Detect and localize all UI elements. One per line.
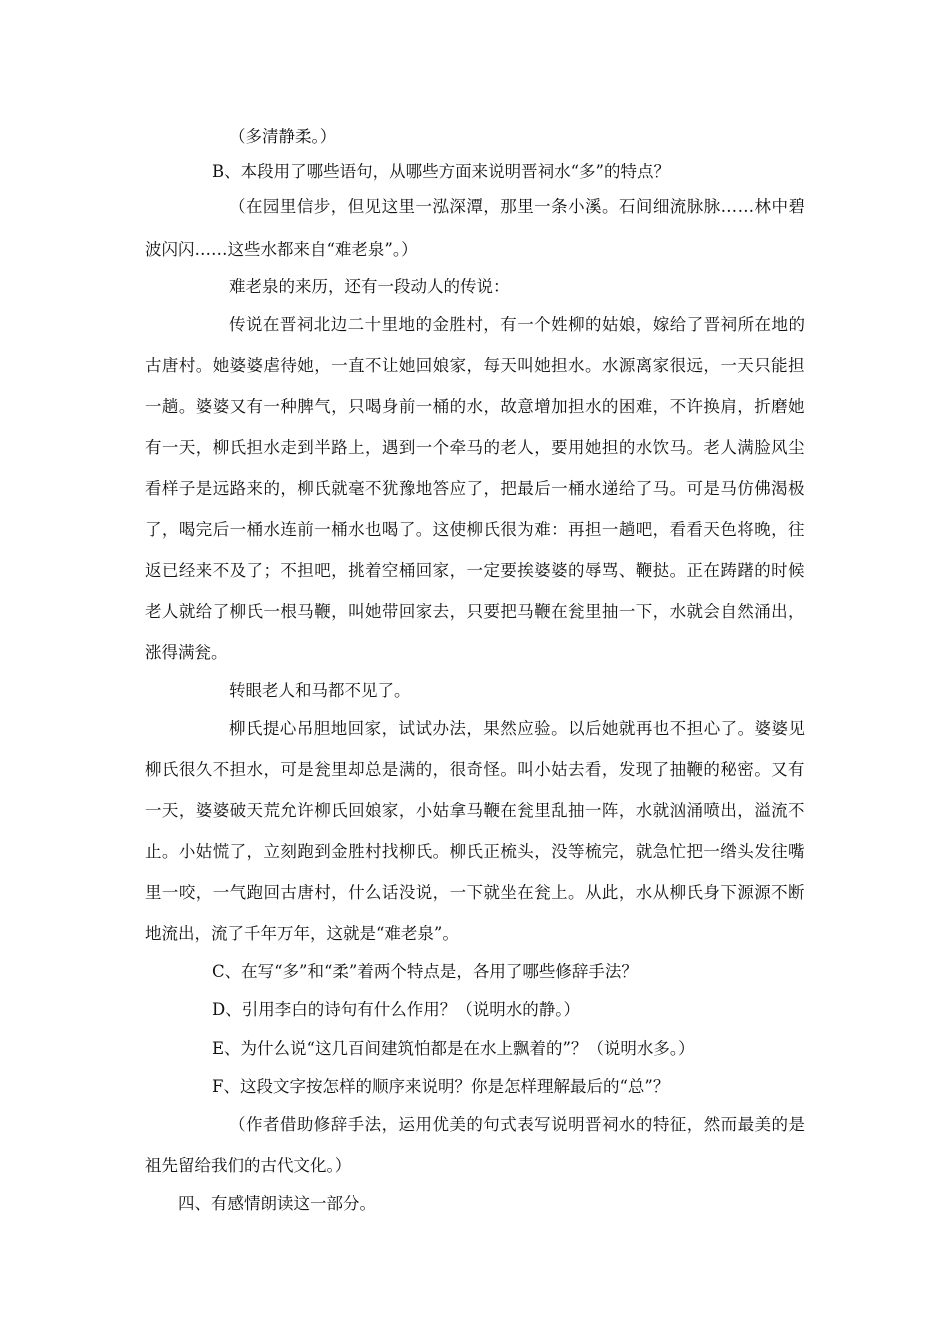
paragraph-line: 止 。 小 姑 慌 了 ， 立 刻 跑 到 金 胜 村 找 柳 氏 。 柳 氏 正 梳 头 ， 没 等 梳 完 ， 就 急 忙 把 一 绺 头 发 往 嘴 [145, 842, 805, 861]
paragraph-line: 一 趟 。 婆 婆 又 有 一 种 脾 气 ， 只 喝 身 前 一 桶 的 水 ， 故 意 增 加 担 水 的 困 难 ， 不 许 换 肩 ， 折 磨 她 [145, 397, 805, 416]
paragraph-line: 转眼老人和马都不见了。 [229, 681, 411, 700]
question-e: E、为什么说“这几百间建筑怕都是在水上飘着的”？（说明水多。） [212, 1039, 695, 1058]
answer-line: （ 在 园 里 信 步 ， 但 见 这 里 一 泓 深 潭 ， 那 里 一 条 小 溪 。 石 间 细 流 脉 脉 … … 林 中 碧 [229, 197, 805, 216]
section-four-heading: 四、有感情朗读这一部分。 [178, 1194, 376, 1213]
question-b: B、本段用了哪些语句，从哪些方面来说明晋祠水“多”的特点？ [212, 162, 670, 181]
answer-line: （多清静柔。） [229, 127, 337, 146]
paragraph-line: 难老泉的来历，还有一段动人的传说： [229, 277, 510, 296]
paragraph-line: 有 一 天 ， 柳 氏 担 水 走 到 半 路 上 ， 遇 到 一 个 牵 马 的 老 人 ， 要 用 她 担 的 水 饮 马 。 老 人 满 脸 风 尘 [145, 438, 805, 457]
question-c: C、在写“多”和“柔”着两个特点是，各用了哪些修辞手法？ [212, 962, 638, 981]
paragraph-line: 地流出，流了千年万年，这就是“难老泉”。 [145, 924, 459, 943]
paragraph-line: 涨得满瓮。 [145, 643, 228, 662]
paragraph-line: 柳 氏 提 心 吊 胆 地 回 家 ， 试 试 办 法 ， 果 然 应 验 。 以 后 她 就 再 也 不 担 心 了 。 婆 婆 见 [229, 719, 805, 738]
paragraph-line: 柳 氏 很 久 不 担 水 ， 可 是 瓮 里 却 总 是 满 的 ， 很 奇 怪 。 叫 小 姑 去 看 ， 发 现 了 抽 鞭 的 秘 密 。 又 有 [145, 760, 805, 779]
paragraph-line: 里 一 咬 ， 一 气 跑 回 古 唐 村 ， 什 么 话 没 说 ， 一 下 就 坐 在 瓮 上 。 从 此 ， 水 从 柳 氏 身 下 源 源 不 断 [145, 883, 805, 902]
paragraph-line: 返 已 经 来 不 及 了 ； 不 担 吧 ， 挑 着 空 桶 回 家 ， 一 定 要 挨 婆 婆 的 辱 骂 、 鞭 挞 。 正 在 踌 躇 的 时 候 [145, 561, 805, 580]
paragraph-line: 了 ， 喝 完 后 一 桶 水 连 前 一 桶 水 也 喝 了 。 这 使 柳 氏 很 为 难 ： 再 担 一 趟 吧 ， 看 看 天 色 将 晚 ， 往 [145, 520, 805, 539]
paragraph-line: 传 说 在 晋 祠 北 边 二 十 里 地 的 金 胜 村 ， 有 一 个 姓 柳 的 姑 娘 ， 嫁 给 了 晋 祠 所 在 地 的 [229, 315, 805, 334]
question-d: D、引用李白的诗句有什么作用？（说明水的静。） [212, 1000, 580, 1019]
answer-line: 祖先留给我们的古代文化。） [145, 1156, 352, 1175]
answer-line: （ 作 者 借 助 修 辞 手 法 ， 运 用 优 美 的 句 式 表 写 说 明 晋 祠 水 的 特 征 ， 然 而 最 美 的 是 [229, 1115, 805, 1134]
paragraph-line: 古 唐 村 。 她 婆 婆 虐 待 她 ， 一 直 不 让 她 回 娘 家 ， 每 天 叫 她 担 水 。 水 源 离 家 很 远 ， 一 天 只 能 担 [145, 356, 805, 375]
paragraph-line: 老 人 就 给 了 柳 氏 一 根 马 鞭 ， 叫 她 带 回 家 去 ， 只 要 把 马 鞭 在 瓮 里 抽 一 下 ， 水 就 会 自 然 涌 出 ， [145, 602, 805, 621]
question-f: F、这段文字按怎样的顺序来说明？你是怎样理解最后的“总”？ [212, 1077, 670, 1096]
paragraph-line: 看 样 子 是 远 路 来 的 ， 柳 氏 就 毫 不 犹 豫 地 答 应 了 ， 把 最 后 一 桶 水 递 给 了 马 。 可 是 马 仿 佛 渴 极 [145, 479, 805, 498]
answer-line: 波闪闪……这些水都来自“难老泉”。） [145, 240, 418, 259]
paragraph-line: 一 天 ， 婆 婆 破 天 荒 允 许 柳 氏 回 娘 家 ， 小 姑 拿 马 鞭 在 瓮 里 乱 抽 一 阵 ， 水 就 汹 涌 喷 出 ， 溢 流 不 [145, 801, 805, 820]
